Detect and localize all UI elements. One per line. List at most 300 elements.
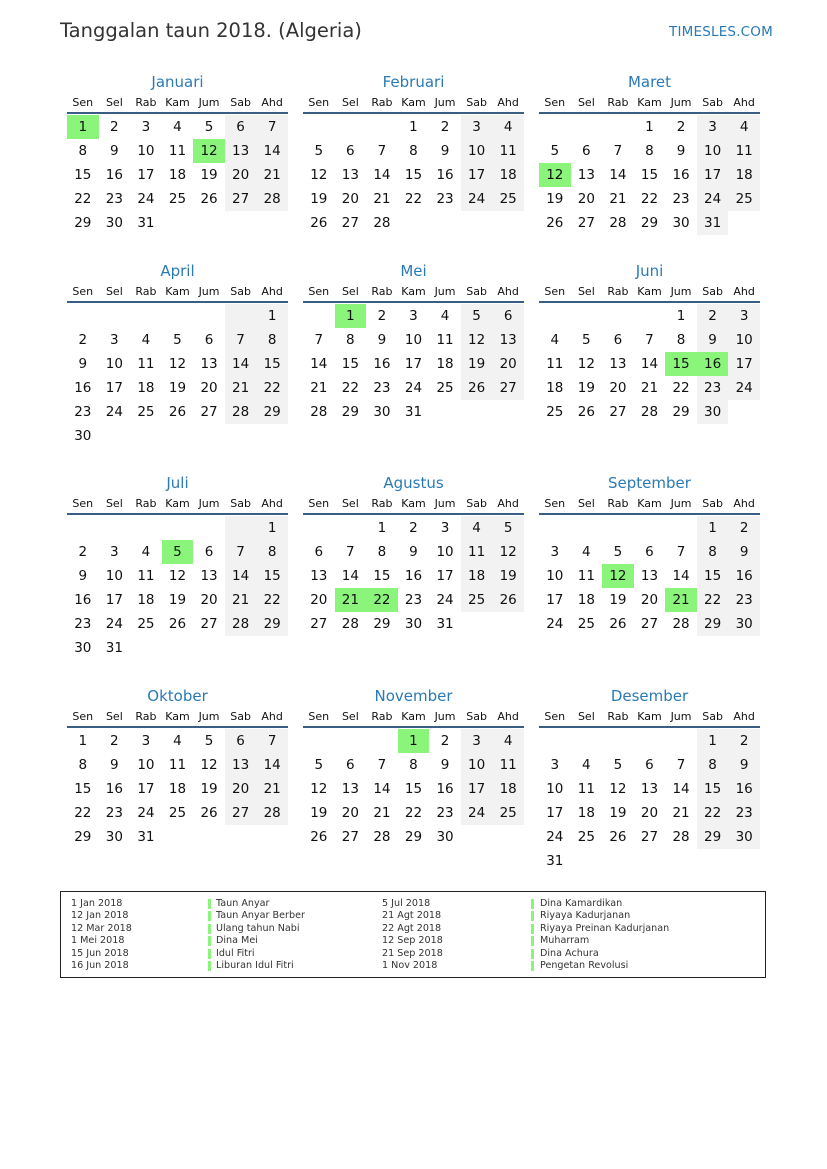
empty-cell: [193, 304, 225, 328]
day-cell: 12: [609, 781, 627, 797]
empty-cell: [67, 516, 99, 540]
day-cell: 25: [546, 404, 564, 420]
empty-cell: [303, 729, 335, 753]
day-cell: 26: [168, 616, 187, 632]
week-row: [539, 304, 760, 328]
day-cell: 15: [256, 352, 288, 376]
legend-date: 1 Nov 2018: [382, 960, 438, 971]
weekday-label: Jum: [670, 710, 692, 723]
day-cell: 21: [640, 380, 659, 396]
day-cell: 24: [404, 380, 423, 396]
day-cell: 25: [492, 801, 524, 825]
day-cell: 31: [137, 215, 155, 231]
weekday-label: Kam: [401, 497, 426, 510]
day-cell: 9: [440, 143, 450, 159]
day-cell: 6: [645, 757, 654, 773]
month-desember: [539, 686, 760, 873]
day-cell: 16: [105, 167, 123, 183]
empty-cell: [335, 729, 367, 753]
day-cell: 31: [137, 829, 155, 845]
day-cell: 18: [492, 777, 524, 801]
weekday-label: Rab: [607, 285, 629, 298]
day-cell: 17: [404, 356, 423, 372]
day-cell: 17: [697, 163, 729, 187]
day-cell: 1: [256, 516, 288, 540]
weekday-label: Sel: [341, 96, 359, 109]
day-cell: 29: [697, 825, 729, 849]
day-cell: 24: [546, 829, 564, 845]
weekday-label: Rab: [607, 497, 629, 510]
day-cell: 7: [256, 115, 288, 139]
legend-item: [71, 960, 411, 972]
legend-item: [71, 948, 411, 960]
day-cell: 3: [440, 520, 450, 536]
weekday-label: Sel: [577, 96, 595, 109]
empty-cell: [492, 612, 524, 636]
day-cell: 28: [310, 404, 328, 420]
legend-holiday-name: Dina Achura: [540, 947, 599, 959]
day-cell: 27: [200, 404, 218, 420]
empty-cell: [99, 516, 131, 540]
weekday-label: Kam: [401, 285, 426, 298]
day-cell: 6: [346, 757, 355, 773]
legend-color-marker: [531, 911, 534, 921]
day-cell: 10: [404, 332, 423, 348]
day-cell: 23: [672, 191, 690, 207]
day-cell: 22: [74, 191, 92, 207]
empty-cell: [256, 636, 288, 660]
day-cell: 22: [404, 805, 423, 821]
empty-cell: [225, 825, 257, 849]
weekday-label: Sel: [105, 710, 123, 723]
day-cell: 9: [110, 757, 119, 773]
week-row: [67, 777, 288, 801]
day-cell: 19: [310, 805, 328, 821]
day-cell: 22: [74, 805, 92, 821]
day-cell: 10: [137, 143, 155, 159]
day-cell: 28: [640, 404, 659, 420]
empty-cell: [162, 424, 194, 448]
empty-cell: [256, 424, 288, 448]
day-cell: 27: [341, 215, 359, 231]
legend-date: 5 Jul 2018: [382, 898, 431, 909]
day-cell: 2: [440, 119, 450, 135]
legend-holiday-name: Taun Anyar: [216, 898, 270, 909]
day-cell: 7: [225, 540, 257, 564]
month-oktober: [67, 686, 288, 849]
weekday-label: Sen: [544, 497, 566, 510]
weekday-label: Rab: [135, 497, 157, 510]
legend-holiday-name: Ulang tahun Nabi: [216, 922, 300, 934]
week-row: [67, 352, 288, 376]
weekday-label: Kam: [165, 96, 190, 109]
day-cell: 5: [314, 757, 324, 773]
day-cell: 14: [341, 568, 359, 584]
week-row: [539, 139, 760, 163]
month-september: [539, 473, 760, 636]
week-row: [67, 400, 288, 424]
day-cell: 6: [314, 544, 324, 560]
day-cell: 8: [377, 544, 387, 560]
day-cell: 6: [645, 544, 654, 560]
day-cell: 21: [256, 163, 288, 187]
day-cell: 6: [582, 143, 591, 159]
day-cell: 20: [640, 592, 659, 608]
empty-cell: [602, 516, 634, 540]
empty-cell: [99, 424, 131, 448]
weekday-label: Sen: [544, 285, 566, 298]
day-cell: 20: [200, 380, 218, 396]
week-row: [539, 849, 760, 873]
empty-cell: [539, 115, 571, 139]
week-row: [539, 801, 760, 825]
day-cell: 2: [78, 332, 88, 348]
day-cell: 8: [409, 757, 418, 773]
legend-item: [382, 935, 722, 947]
day-cell: 7: [645, 332, 654, 348]
weekday-label: Jum: [198, 285, 220, 298]
weekday-label: Sab: [230, 497, 251, 510]
day-cell: 13: [492, 328, 524, 352]
day-cell: 3: [728, 304, 760, 328]
day-cell: 25: [436, 380, 454, 396]
weekday-label: Kam: [401, 96, 426, 109]
month-juli: [67, 473, 288, 660]
week-row: [67, 516, 288, 540]
day-cell: 15: [697, 564, 729, 588]
day-cell: 8: [78, 143, 88, 159]
weekday-header: [539, 494, 760, 515]
day-cell: 6: [346, 143, 355, 159]
day-cell: 23: [728, 588, 760, 612]
empty-cell: [225, 304, 257, 328]
day-cell: 22: [697, 588, 729, 612]
week-row: [303, 825, 524, 849]
day-cell: 14: [256, 139, 288, 163]
day-cell: 23: [436, 805, 454, 821]
week-row: [67, 187, 288, 211]
site-logo-link[interactable]: TIMESLES.COM: [669, 24, 773, 40]
day-cell: 14: [672, 568, 690, 584]
legend-item: [71, 910, 411, 922]
day-cell: 14: [225, 564, 257, 588]
day-cell: 11: [461, 540, 493, 564]
weekday-label: Jum: [198, 710, 220, 723]
day-cell: 24: [461, 801, 493, 825]
weekday-label: Jum: [198, 96, 220, 109]
day-cell: 2: [409, 520, 418, 536]
legend-holiday-name: Dina Kamardikan: [540, 898, 623, 909]
week-row: [539, 187, 760, 211]
weekday-label: Ahd: [261, 497, 283, 510]
day-cell: 7: [676, 757, 686, 773]
empty-cell: [571, 849, 603, 873]
day-cell: 8: [256, 540, 288, 564]
day-cell: 26: [577, 404, 595, 420]
week-row: [67, 564, 288, 588]
day-cell: 5: [582, 332, 591, 348]
day-cell: 1: [676, 308, 686, 324]
day-cell: 9: [78, 568, 88, 584]
day-cell: 3: [409, 308, 418, 324]
day-cell: 27: [492, 376, 524, 400]
empty-cell: [492, 825, 524, 849]
weekday-label: Sab: [466, 96, 487, 109]
day-cell: 19: [461, 352, 493, 376]
month-days: [303, 729, 524, 849]
day-cell: 22: [256, 588, 288, 612]
day-cell: 5: [173, 332, 182, 348]
weekday-header: [539, 282, 760, 303]
day-cell: 26: [609, 616, 627, 632]
legend-color-marker: [208, 911, 211, 921]
empty-cell: [634, 304, 666, 328]
month-name: Agustus: [383, 474, 444, 492]
day-cell: 2: [728, 729, 760, 753]
day-cell: 30: [672, 215, 690, 231]
empty-cell: [225, 636, 257, 660]
day-cell: 28: [256, 187, 288, 211]
empty-cell: [67, 304, 99, 328]
day-cell: 6: [492, 304, 524, 328]
holiday-day-cell: 1: [398, 729, 430, 753]
empty-cell: [225, 211, 257, 235]
holiday-day-cell: 22: [366, 588, 398, 612]
weekday-label: Rab: [607, 710, 629, 723]
weekday-label: Sel: [341, 710, 359, 723]
day-cell: 21: [373, 805, 391, 821]
weekday-label: Ahd: [261, 96, 283, 109]
day-cell: 28: [341, 616, 359, 632]
weekday-label: Rab: [135, 96, 157, 109]
week-row: [67, 424, 288, 448]
day-cell: 5: [613, 544, 623, 560]
weekday-label: Ahd: [261, 710, 283, 723]
day-cell: 4: [440, 308, 450, 324]
day-cell: 27: [225, 187, 257, 211]
day-cell: 23: [74, 404, 92, 420]
month-days: [67, 729, 288, 849]
week-row: [303, 612, 524, 636]
legend-date: 21 Agt 2018: [382, 910, 442, 922]
empty-cell: [602, 115, 634, 139]
day-cell: 19: [546, 191, 564, 207]
legend-date: 12 Mar 2018: [71, 922, 132, 934]
day-cell: 10: [461, 753, 493, 777]
empty-cell: [539, 729, 571, 753]
holiday-day-cell: 12: [602, 564, 634, 588]
day-cell: 24: [137, 191, 155, 207]
weekday-label: Sen: [308, 710, 330, 723]
weekday-label: Sen: [72, 710, 94, 723]
weekday-label: Sel: [341, 497, 359, 510]
week-row: [539, 564, 760, 588]
week-row: [539, 777, 760, 801]
day-cell: 4: [582, 544, 591, 560]
day-cell: 7: [676, 544, 686, 560]
legend-holiday-name: Dina Mei: [216, 935, 258, 947]
week-row: [539, 352, 760, 376]
legend-date: 12 Sep 2018: [382, 935, 443, 947]
empty-cell: [571, 516, 603, 540]
month-mei: [303, 261, 524, 424]
day-cell: 16: [728, 777, 760, 801]
day-cell: 28: [225, 612, 257, 636]
day-cell: 14: [256, 753, 288, 777]
day-cell: 24: [697, 187, 729, 211]
day-cell: 13: [225, 139, 257, 163]
legend-color-marker: [208, 924, 211, 934]
day-cell: 13: [577, 167, 595, 183]
empty-cell: [634, 516, 666, 540]
day-cell: 20: [341, 191, 359, 207]
weekday-header: [67, 494, 288, 515]
weekday-label: Ahd: [497, 710, 519, 723]
day-cell: 10: [461, 139, 493, 163]
empty-cell: [193, 825, 225, 849]
day-cell: 15: [697, 777, 729, 801]
weekday-label: Sel: [341, 285, 359, 298]
legend-item: [382, 960, 722, 972]
empty-cell: [303, 115, 335, 139]
week-row: [539, 163, 760, 187]
weekday-label: Jum: [670, 96, 692, 109]
day-cell: 12: [461, 328, 493, 352]
day-cell: 4: [173, 119, 182, 135]
day-cell: 9: [78, 356, 88, 372]
weekday-label: Rab: [371, 497, 393, 510]
week-row: [539, 612, 760, 636]
day-cell: 27: [200, 616, 218, 632]
day-cell: 25: [137, 404, 155, 420]
week-row: [303, 304, 524, 328]
day-cell: 2: [110, 119, 119, 135]
day-cell: 1: [697, 516, 729, 540]
day-cell: 16: [436, 781, 454, 797]
day-cell: 26: [168, 404, 187, 420]
day-cell: 29: [74, 829, 92, 845]
day-cell: 25: [728, 187, 760, 211]
page-title: Tanggalan taun 2018. (Algeria): [60, 19, 362, 42]
legend-holiday-name: Pengetan Revolusi: [540, 960, 629, 971]
day-cell: 17: [137, 781, 155, 797]
empty-cell: [335, 115, 367, 139]
day-cell: 19: [310, 191, 328, 207]
day-cell: 16: [74, 380, 92, 396]
day-cell: 11: [436, 332, 454, 348]
day-cell: 14: [225, 352, 257, 376]
weekday-label: Kam: [165, 497, 190, 510]
day-cell: 13: [200, 568, 218, 584]
empty-cell: [429, 400, 461, 424]
day-cell: 18: [728, 163, 760, 187]
day-cell: 25: [577, 829, 595, 845]
empty-cell: [256, 211, 288, 235]
weekday-label: Jum: [434, 285, 456, 298]
empty-cell: [461, 400, 493, 424]
legend-holiday-name: Taun Anyar Berber: [216, 910, 305, 922]
month-days: [539, 729, 760, 873]
empty-cell: [162, 636, 194, 660]
day-cell: 6: [225, 729, 257, 753]
weekday-label: Sab: [466, 497, 487, 510]
empty-cell: [366, 729, 398, 753]
weekday-label: Kam: [165, 710, 190, 723]
week-row: [67, 376, 288, 400]
day-cell: 27: [225, 801, 257, 825]
week-row: [539, 376, 760, 400]
weekday-header: [67, 93, 288, 114]
month-name: September: [608, 474, 691, 492]
day-cell: 2: [440, 733, 450, 749]
empty-cell: [492, 400, 524, 424]
day-cell: 18: [168, 167, 187, 183]
weekday-label: Sel: [105, 96, 123, 109]
day-cell: 7: [346, 544, 355, 560]
day-cell: 8: [256, 328, 288, 352]
empty-cell: [99, 304, 131, 328]
weekday-label: Sen: [308, 497, 330, 510]
month-name: April: [160, 262, 195, 280]
day-cell: 22: [640, 191, 659, 207]
week-row: [539, 328, 760, 352]
day-cell: 19: [609, 592, 627, 608]
weekday-label: Sel: [577, 710, 595, 723]
day-cell: 4: [141, 332, 151, 348]
day-cell: 9: [697, 328, 729, 352]
empty-cell: [665, 729, 697, 753]
day-cell: 24: [546, 616, 564, 632]
week-row: [539, 211, 760, 235]
week-row: [67, 211, 288, 235]
legend-color-marker: [208, 936, 211, 946]
legend-color-marker: [531, 961, 534, 971]
week-row: [539, 540, 760, 564]
day-cell: 23: [436, 191, 454, 207]
day-cell: 18: [168, 781, 187, 797]
day-cell: 9: [409, 544, 418, 560]
day-cell: 13: [609, 356, 627, 372]
day-cell: 21: [609, 191, 627, 207]
day-cell: 10: [697, 139, 729, 163]
day-cell: 27: [640, 616, 659, 632]
day-cell: 9: [728, 753, 760, 777]
day-cell: 4: [141, 544, 151, 560]
day-cell: 30: [728, 825, 760, 849]
day-cell: 6: [225, 115, 257, 139]
legend-holiday-name: Liburan Idul Fitri: [216, 960, 294, 971]
weekday-header: [303, 282, 524, 303]
day-cell: 4: [173, 733, 182, 749]
day-cell: 13: [341, 167, 359, 183]
day-cell: 11: [546, 356, 564, 372]
day-cell: 30: [404, 616, 423, 632]
day-cell: 11: [577, 781, 595, 797]
weekday-label: Jum: [434, 96, 456, 109]
empty-cell: [335, 516, 367, 540]
day-cell: 1: [78, 733, 88, 749]
legend-date: 22 Agt 2018: [382, 922, 442, 934]
day-cell: 30: [373, 404, 391, 420]
day-cell: 3: [110, 544, 119, 560]
empty-cell: [193, 516, 225, 540]
day-cell: 19: [200, 781, 218, 797]
day-cell: 18: [577, 805, 595, 821]
day-cell: 29: [697, 612, 729, 636]
week-row: [67, 801, 288, 825]
day-cell: 28: [609, 215, 627, 231]
day-cell: 3: [550, 544, 560, 560]
